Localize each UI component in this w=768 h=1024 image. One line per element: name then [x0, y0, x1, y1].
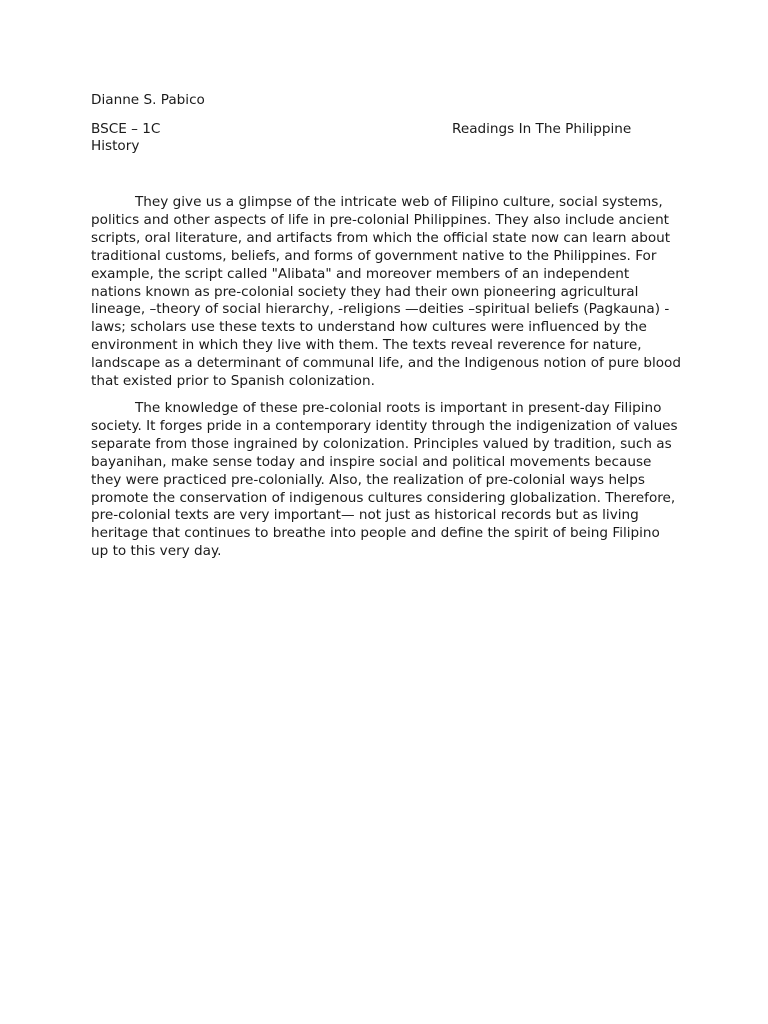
course-title: Readings In The Philippine: [452, 121, 632, 137]
author-name: Dianne S. Pabico: [91, 92, 205, 108]
section-label: BSCE – 1C: [91, 121, 161, 137]
paragraph-1: They give us a glimpse of the intricate web of Filipino culture, social systems, politics and other aspects of life in pre-colonial Philippines. They also include ancient scripts, oral literature, and artifacts from which the official state now can learn about traditional customs, beliefs, and forms of government native to the Philippines. For example, the script called "Alibata" and moreover members of an independent nations known as pre-colonial society they had their own pioneering agricultural lineage, –theory of social hierarchy, -religions —deities –spiritual beliefs (Pagkauna) -laws; scholars use these texts to understand how cultures were influenced by the environment in which they live with them. The texts reveal reverence for nature, landscape as a determinant of communal life, and the Indigenous notion of pure blood that existed prior to Spanish colonization.: [91, 194, 682, 390]
paragraph-2: The knowledge of these pre-colonial roots is important in present-day Filipino society. It forges pride in a contemporary identity through the indigenization of values separate from those ingrained by colonization. Principles valued by tradition, such as bayanihan, make sense today and inspire social and political movements because they were practiced pre-colonially. Also, the realization of pre-colonial ways helps promote the conservation of indigenous cultures considering globalization. Therefore, pre-colonial texts are very important— not just as historical records but as living heritage that continues to breathe into people and define the spirit of being Filipino up to this very day.: [91, 399, 678, 560]
course-title-continued: History: [91, 138, 140, 154]
essay-body: [91, 194, 681, 570]
